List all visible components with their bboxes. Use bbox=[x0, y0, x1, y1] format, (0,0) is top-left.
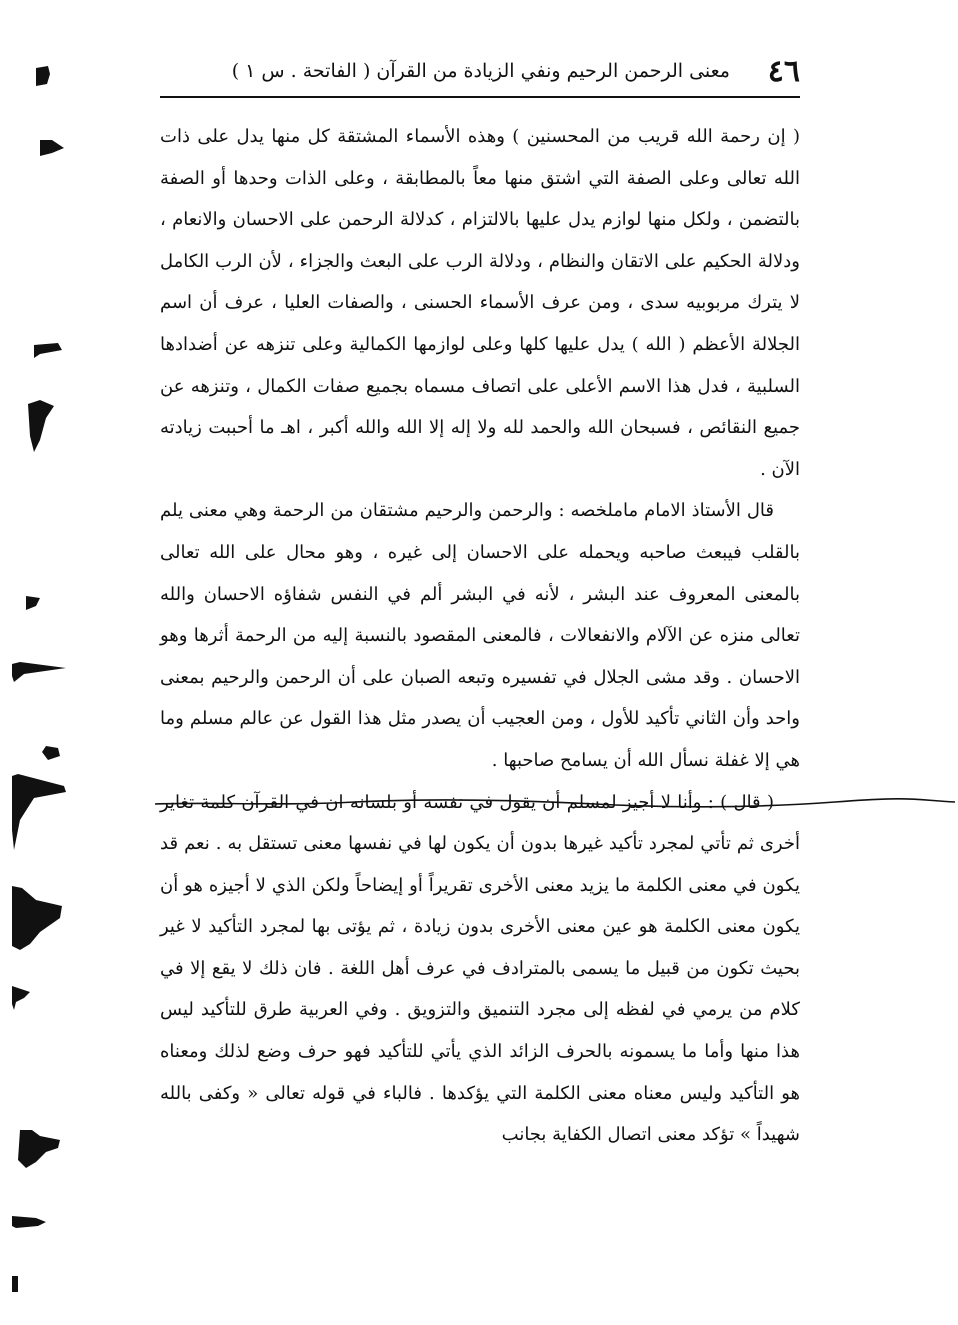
scan-artifacts-graphic bbox=[0, 0, 100, 1321]
paragraph-2: قال الأستاذ الامام ماملخصه : والرحمن والرحيم مشتقان من الرحمة وهي معنى يلم بالقلب فيبعث صاحبه ويحمله على الاحسان إلى غيره ، وهو محال على الله تعالى بالمعنى المعروف عند البشر ، لأنه في البشر ألم في النفس شفاؤه الاحسان والله تعالى منزه عن الآلام والانفعالات ، فالمعنى المقصود بالنسبة إليه من الرحمة أثرها وهو الاحسان . وقد مشى الجلال في تفسيره وتبعه الصبان على أن الرحمن والرحيم بمعنى واحد وأن الثاني تأكيد للأول ، ومن العجيب أن يصدر مثل هذا القول عن عالم مسلم وما هي إلا غفلة نسأل الله أن يسامح صاحبها . bbox=[160, 500, 800, 771]
running-title: معنى الرحمن الرحيم ونفي الزيادة من القرآن ( الفاتحة . س ١ ) bbox=[231, 60, 730, 82]
page-number: ٤٦ bbox=[767, 54, 800, 89]
header-rule bbox=[160, 96, 800, 98]
paragraph-3: ( قال ) : وأنا لا أجيز لمسلم أن يقول في نفسه أو بلسانه ان في القرآن كلمة تغاير أخرى ثم تأتي لمجرد تأكيد غيرها بدون أن يكون لها في نفسها معنى تستقل به . نعم قد يكون في معنى الكلمة ما يزيد معنى الأخرى تقريراً أو إيضاحاً ولكن الذي لا أجيزه هو أن يكون معنى الكلمة هو عين معنى الأخرى بدون زيادة ، ثم يؤتى بها لمجرد التأكيد لا غير بحيث تكون من قبيل ما يسمى بالمترادف في عرف أهل اللغة . فان ذلك لا يقع إلا في كلام من يرمي في لفظه إلى مجرد التنميق والتزويق . وفي العربية طرق للتأكيد ليس هذا منها وأما ما يسمونه بالحرف الزائد الذي يأتي للتأكيد فهو حرف وضع لذلك ومعناه هو التأكيد وليس معناه معنى الكلمة التي يؤكدها . فالباء في قوله تعالى « وكفى بالله شهيداً » تؤكد معنى اتصال الكفاية بجانب bbox=[160, 791, 800, 1146]
paragraph-1: ( إن رحمة الله قريب من المحسنين ) وهذه الأسماء المشتقة كل منها يدل على ذات الله تعالى وعلى الصفة التي اشتق منها معاً بالمطابقة ، وعلى الذات وحدها أو الصفة بالتضمن ، ولكل منها لوازم يدل عليها بالالتزام ، كدلالة الرحمن على الاحسان والانعام ، ودلالة الحكيم على الاتقان والنظام ، ودلالة الرب على البعث والجزاء ، لأن الرب الكامل لا يترك مربوبيه سدى ، ومن عرف الأسماء الحسنى ، والصفات العليا ، عرف أن اسم الجلالة الأعظم ( الله ) يدل عليها كلها وعلى لوازمها الكمالية وعلى تنزهه عن أضدادها السلبية ، فدل هذا الاسم الأعلى على اتصاف مسماه بجميع صفات الكمال ، وتنزهه عن جميع النقائص ، فسبحان الله والحمد لله ولا إله إلا الله والله أكبر ، اهـ ما أحببت زيادته الآن . bbox=[160, 126, 800, 480]
scan-margin-marks bbox=[0, 0, 100, 1321]
handwritten-strike-line bbox=[155, 792, 955, 812]
page-header bbox=[160, 52, 800, 96]
body-text bbox=[160, 116, 800, 1156]
